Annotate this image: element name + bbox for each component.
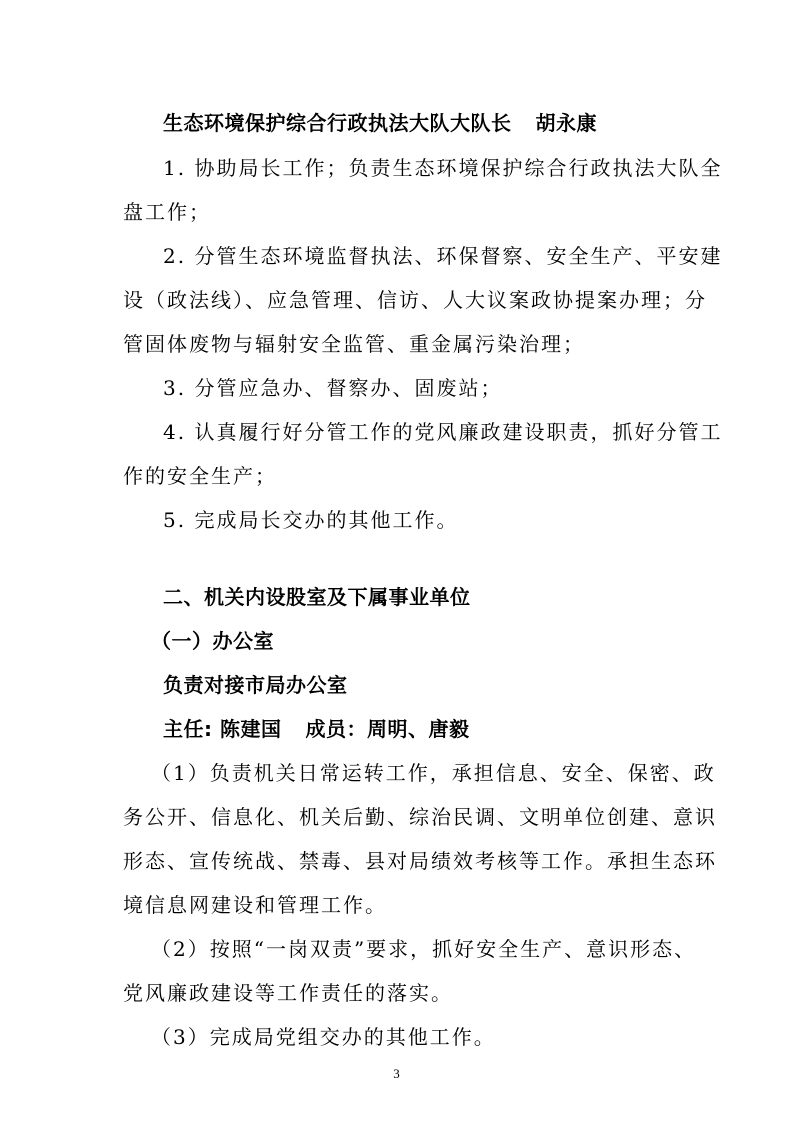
page-number: 3: [393, 1066, 400, 1081]
staff-line: [163, 716, 469, 742]
members-label: 成员：: [305, 717, 367, 741]
liaison-line: 负责对接市局办公室: [163, 673, 348, 697]
leader-duty-3-line-1: 3. 分管应急办、督察办、固废站；: [163, 376, 503, 400]
leader-duty-2-line-1: 2. 分管生态环境监督执法、环保督察、安全生产、平安建: [163, 244, 723, 268]
leader-duty-4-line-2: 作的安全生产；: [123, 464, 277, 488]
leader-duty-2-line-3: 管固体废物与辐射安全监管、重金属污染治理；: [123, 332, 585, 356]
leader-duty-2-line-2: 设（政法线）、应急管理、信访、人大议案政协提案办理；分: [123, 288, 707, 312]
leader-duty-1-line-1: 1. 协助局长工作；负责生态环境保护综合行政执法大队全: [163, 156, 723, 180]
leader-duty-5-line-1: 5. 完成局长交办的其他工作。: [163, 508, 459, 532]
office-duty-3-line-1: （3）完成局党组交办的其他工作。: [151, 1025, 496, 1049]
subsection-heading: （一）办公室: [151, 629, 274, 653]
office-duty-1-line-3: 形态、宣传统战、禁毒、县对局绩效考核等工作。承担生态环: [123, 849, 717, 873]
leader-title: 生态环境保护综合行政执法大队大队长: [163, 111, 512, 135]
office-duty-1-line-2: 务公开、信息化、机关后勤、综治民调、文明单位创建、意识: [123, 805, 717, 829]
office-duty-2-line-2: 党风廉政建设等工作责任的落实。: [123, 981, 453, 1005]
leader-name: 胡永康: [535, 111, 597, 135]
office-duty-1-line-4: 境信息网建设和管理工作。: [123, 893, 387, 917]
members-names: 周明、唐毅: [366, 717, 470, 741]
office-duty-2-line-1: （2）按照“一岗双责”要求，抓好安全生产、意识形态、: [151, 937, 697, 961]
leader-heading: [163, 110, 597, 136]
director-label: 主任:: [163, 717, 213, 741]
leader-duty-1-line-2: 盘工作；: [123, 200, 211, 224]
director-name: 陈建国: [219, 717, 282, 741]
leader-duty-4-line-1: 4. 认真履行好分管工作的党风廉政建设职责，抓好分管工: [163, 420, 723, 444]
section-heading: 二、机关内设股室及下属事业单位: [163, 585, 471, 609]
office-duty-1-line-1: （1）负责机关日常运转工作，承担信息、安全、保密、政: [151, 761, 716, 785]
